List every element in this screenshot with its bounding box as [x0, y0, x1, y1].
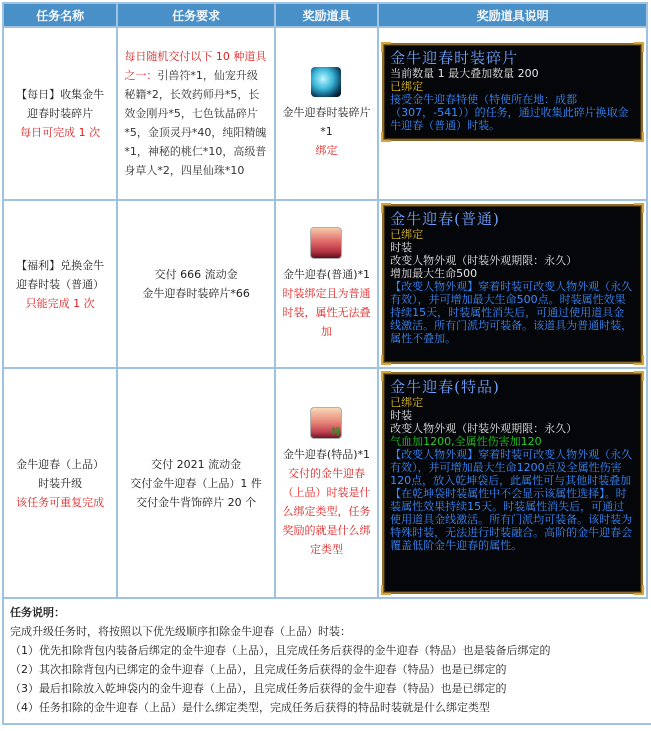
header-reward-item: 奖励道具 — [276, 4, 377, 26]
reward-description-cell — [379, 201, 646, 367]
task-frequency-note: 只能完成 1 次 — [25, 296, 95, 310]
reward-item-cell — [276, 28, 377, 199]
task-requirement-cell — [118, 28, 273, 199]
task-frequency-note: 该任务可重复完成 — [16, 495, 105, 509]
notes-intro: 完成升级任务时，将按照以下优先级顺序扣除金牛迎春（上品）时装： — [10, 625, 351, 638]
requirement-line: 金牛迎春时装碎片*66 — [142, 287, 250, 300]
task-notes — [2, 599, 651, 725]
table-row — [4, 369, 646, 597]
task-name-cell — [4, 28, 116, 199]
quest-document — [2, 2, 648, 725]
tooltip-line: 时装 — [390, 409, 413, 422]
requirement-intro: 每日随机交付以下 10 种道具之一： — [124, 50, 267, 82]
reward-description-cell — [379, 28, 646, 199]
tooltip-line: 改变人物外观（时装外观期限：永久） — [390, 254, 578, 267]
reward-bind-note: 时装绑定且为普通时装，属性无法叠加 — [282, 287, 371, 338]
tooltip-line: 气血加1200,全属性伤害加120 — [390, 435, 542, 448]
item-tooltip — [382, 43, 643, 141]
table-row — [4, 28, 646, 199]
task-name-cell — [4, 369, 116, 597]
item-tooltip — [382, 372, 643, 594]
item-tooltip — [382, 204, 643, 364]
shard-icon[interactable] — [311, 67, 341, 97]
tooltip-line: 当前数量 1 最大叠加数量 200 — [390, 67, 539, 80]
tooltip-line: 时装 — [390, 241, 413, 254]
requirement-line: 交付金牛迎春（上品）1 件 — [130, 476, 262, 490]
task-frequency-note: 每日可完成 1 次 — [20, 126, 101, 139]
header-task-name: 任务名称 — [4, 4, 116, 26]
task-requirement-cell — [118, 369, 273, 597]
task-name-line: 时装升级 — [38, 476, 83, 490]
notes-title: 任务说明： — [10, 606, 65, 619]
tooltip-title: 金牛迎春(普通) — [390, 210, 500, 228]
tooltip-line: 增加最大生命500 — [390, 267, 478, 280]
reward-bind-note: 绑定 — [315, 144, 338, 157]
tooltip-title: 金牛迎春时装碎片 — [390, 49, 519, 67]
costume-icon[interactable] — [310, 227, 342, 259]
reward-description-cell — [379, 369, 646, 597]
special-tag: 特 — [331, 428, 341, 438]
reward-item-name: 金牛迎春(特品)*1 — [282, 448, 371, 461]
header-reward-description: 奖励道具说明 — [379, 4, 646, 26]
quest-table — [2, 2, 648, 599]
notes-item: （2）其次扣除背包内已绑定的金牛迎春（上品），且完成任务后获得的金牛迎春（特品）也是已绑定的 — [10, 663, 507, 676]
reward-item-name: 金牛迎春时装碎片*1 — [282, 106, 371, 138]
task-name-line: 迎春时装碎片 — [27, 107, 94, 120]
tooltip-line: 【改变人物外观】穿着时装可改变人物外观（永久有效），并可增加最大生命1200点及全属性伤害120点，放入乾坤袋后，此属性可与其他时装叠加【在乾坤袋时装属性中不会显示该属性选择】。时装属性效果持续15天。时装属性消失后，可通过使用道具金线激活。所有门派均可装备。该时装为特殊时装，无法进行时装融合。高阶的金牛迎春会覆盖低阶金牛迎春的属性。 — [390, 448, 633, 552]
requirement-line: 交付金牛背饰碎片 20 个 — [136, 495, 257, 509]
tooltip-title: 金牛迎春(特品) — [390, 378, 500, 396]
reward-item-cell — [276, 369, 377, 597]
tooltip-line: 接受金牛迎春特使（特使所在地：成都（307，-541））的任务，通过收集此碎片换取金牛迎春（普通）时装。 — [390, 93, 629, 132]
task-name-cell — [4, 201, 116, 367]
table-header-row — [4, 4, 646, 26]
requirement-line: 交付 2021 流动金 — [151, 457, 242, 471]
notes-item: （1）优先扣除背包内装备后绑定的金牛迎春（上品），且完成任务后获得的金牛迎春（特品）也是装备后绑定的 — [10, 644, 551, 657]
notes-item: （3）最后扣除放入乾坤袋内的金牛迎春（上品），且完成任务后获得的金牛迎春（特品）也是已绑定的 — [10, 682, 507, 695]
reward-item-cell — [276, 201, 377, 367]
tooltip-line: 已绑定 — [390, 80, 424, 93]
costume-special-icon[interactable] — [310, 407, 342, 439]
task-requirement-cell — [118, 201, 273, 367]
requirement-item-list: 引兽符*1，仙宠升级秘籍*2，长效药师丹*5，长效金刚丹*5，七色钛晶碎片*5，金顶灵丹*40，纯阳精魄*1，神秘的桃仁*10，高级普身草人*2，四星仙珠*10 — [124, 69, 267, 177]
task-name-line: 【每日】收集金牛 — [16, 88, 105, 101]
notes-item: （4）任务扣除的金牛迎春（上品）是什么绑定类型，完成任务后获得的特品时装就是什么绑定类型 — [10, 701, 490, 714]
header-task-requirement: 任务要求 — [118, 4, 273, 26]
task-name-line: 【福利】兑换金牛 — [16, 258, 105, 272]
table-row — [4, 201, 646, 367]
reward-item-name: 金牛迎春(普通)*1 — [282, 268, 371, 281]
requirement-line: 交付 666 流动金 — [154, 268, 238, 281]
task-requirement-text — [118, 47, 273, 180]
task-name-line: 金牛迎春（上品） — [16, 457, 105, 471]
reward-bind-note: 交付的金牛迎春（上品）时装是什么绑定类型，任务奖励的就是什么绑定类型 — [282, 467, 371, 556]
tooltip-line: 改变人物外观（时装外观期限：永久） — [390, 422, 578, 435]
tooltip-line: 已绑定 — [390, 396, 424, 409]
task-name-line: 迎春时装（普通） — [16, 277, 105, 291]
tooltip-line: 【改变人物外观】穿着时装可改变人物外观（永久有效），并可增加最大生命500点。时装属性效果持续15天，时装属性消失后，可通过使用道具金线激活。所有门派均可装备。该道具为普通时装，属性不叠加。 — [390, 280, 633, 345]
tooltip-line: 已绑定 — [390, 228, 424, 241]
